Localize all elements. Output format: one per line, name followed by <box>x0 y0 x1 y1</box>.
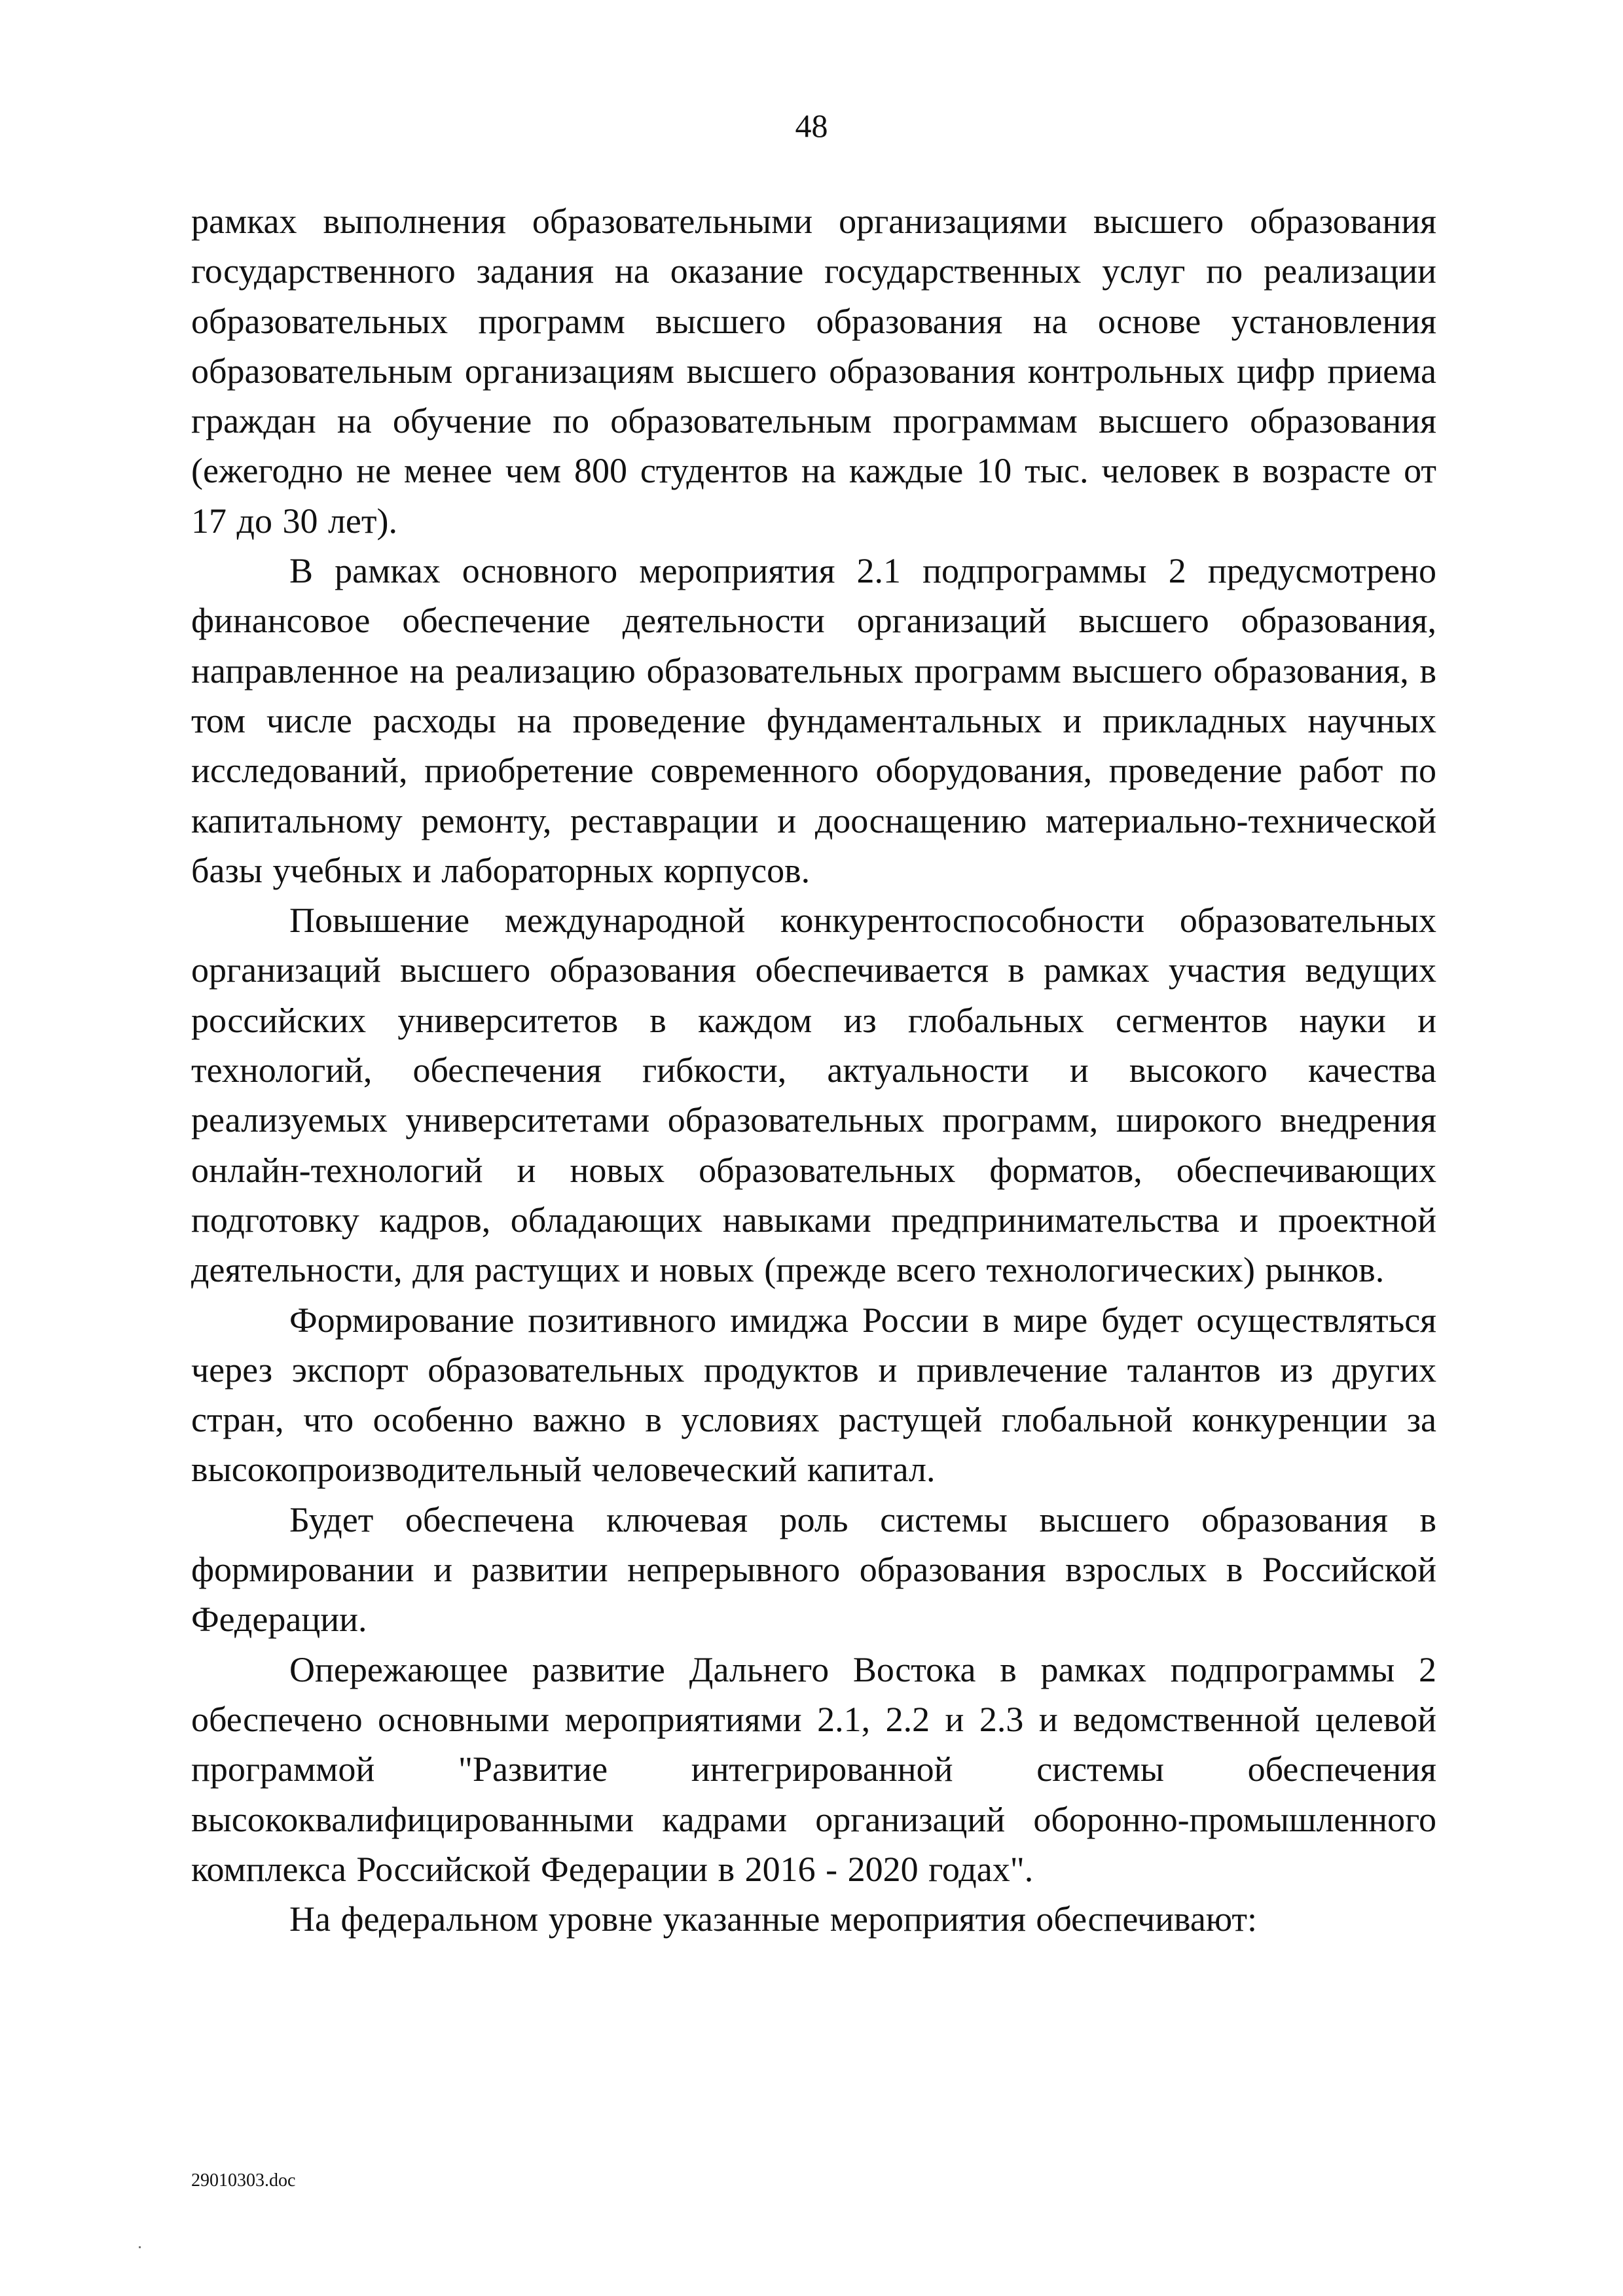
paragraph-continuing-education: Будет обеспечена ключевая роль системы высшего образования в формировании и развитии непрерывного образования взрослых в Российской Федерации. <box>191 1499 1436 1640</box>
paragraph-far-east: Опережающее развитие Дальнего Востока в рамках подпрограммы 2 обеспечено основными мероприятиями 2.1, 2.2 и 2.3 и ведомственной целевой программой "Развитие интегрированной системы обеспечения высококвалифицированными кадрами организаций оборонно-промышленного комплекса Российской Федерации в 2016 - 2020 годах". <box>191 1649 1436 1889</box>
footer-filename: 29010303.doc <box>191 2170 296 2191</box>
paragraph-image-of-russia: Формирование позитивного имиджа России в мире будет осуществляться через экспорт образовательных продуктов и привлечение талантов из других стран, что особенно важно в условиях растущей глобальной конкуренции за высокопроизводительный человеческий капитал. <box>191 1300 1436 1490</box>
document-body <box>191 196 1436 1944</box>
paragraph-federal-level: На федеральном уровне указанные мероприятия обеспечивают: <box>289 1899 1258 1939</box>
paragraph-main-activity: В рамках основного мероприятия 2.1 подпрограммы 2 предусмотрено финансовое обеспечение деятельности организаций высшего образования, направленное на реализацию образовательных программ высшего образования, в том числе расходы на проведение фундаментальных и прикладных научных исследований, приобретение современного оборудования, проведение работ по капитальному ремонту, реставрации и дооснащению материально-технической базы учебных и лабораторных корпусов. <box>191 551 1436 890</box>
scan-artifact <box>139 2246 141 2248</box>
page-number: 48 <box>795 107 828 144</box>
paragraph-competitiveness: Повышение международной конкурентоспособности образовательных организаций высшего образования обеспечивается в рамках участия ведущих российских университетов в каждом из глобальных сегментов науки и технологий, обеспечения гибкости, актуальности и высокого качества реализуемых университетами образовательных программ, широкого внедрения онлайн-технологий и новых образовательных форматов, обеспечивающих подготовку кадров, обладающих навыками предпринимательства и проектной деятельности, для растущих и новых (прежде всего технологических) рынков. <box>191 901 1436 1290</box>
paragraph-continued: рамках выполнения образовательными организациями высшего образования государственного задания на оказание государственных услуг по реализации образовательных программ высшего образования на основе установления образовательным организациям высшего образования контрольных цифр приема граждан на обучение по образовательным программам высшего образования (ежегодно не менее чем 800 студентов на каждые 10 тыс. человек в возрасте от 17 до 30 лет). <box>191 202 1436 541</box>
